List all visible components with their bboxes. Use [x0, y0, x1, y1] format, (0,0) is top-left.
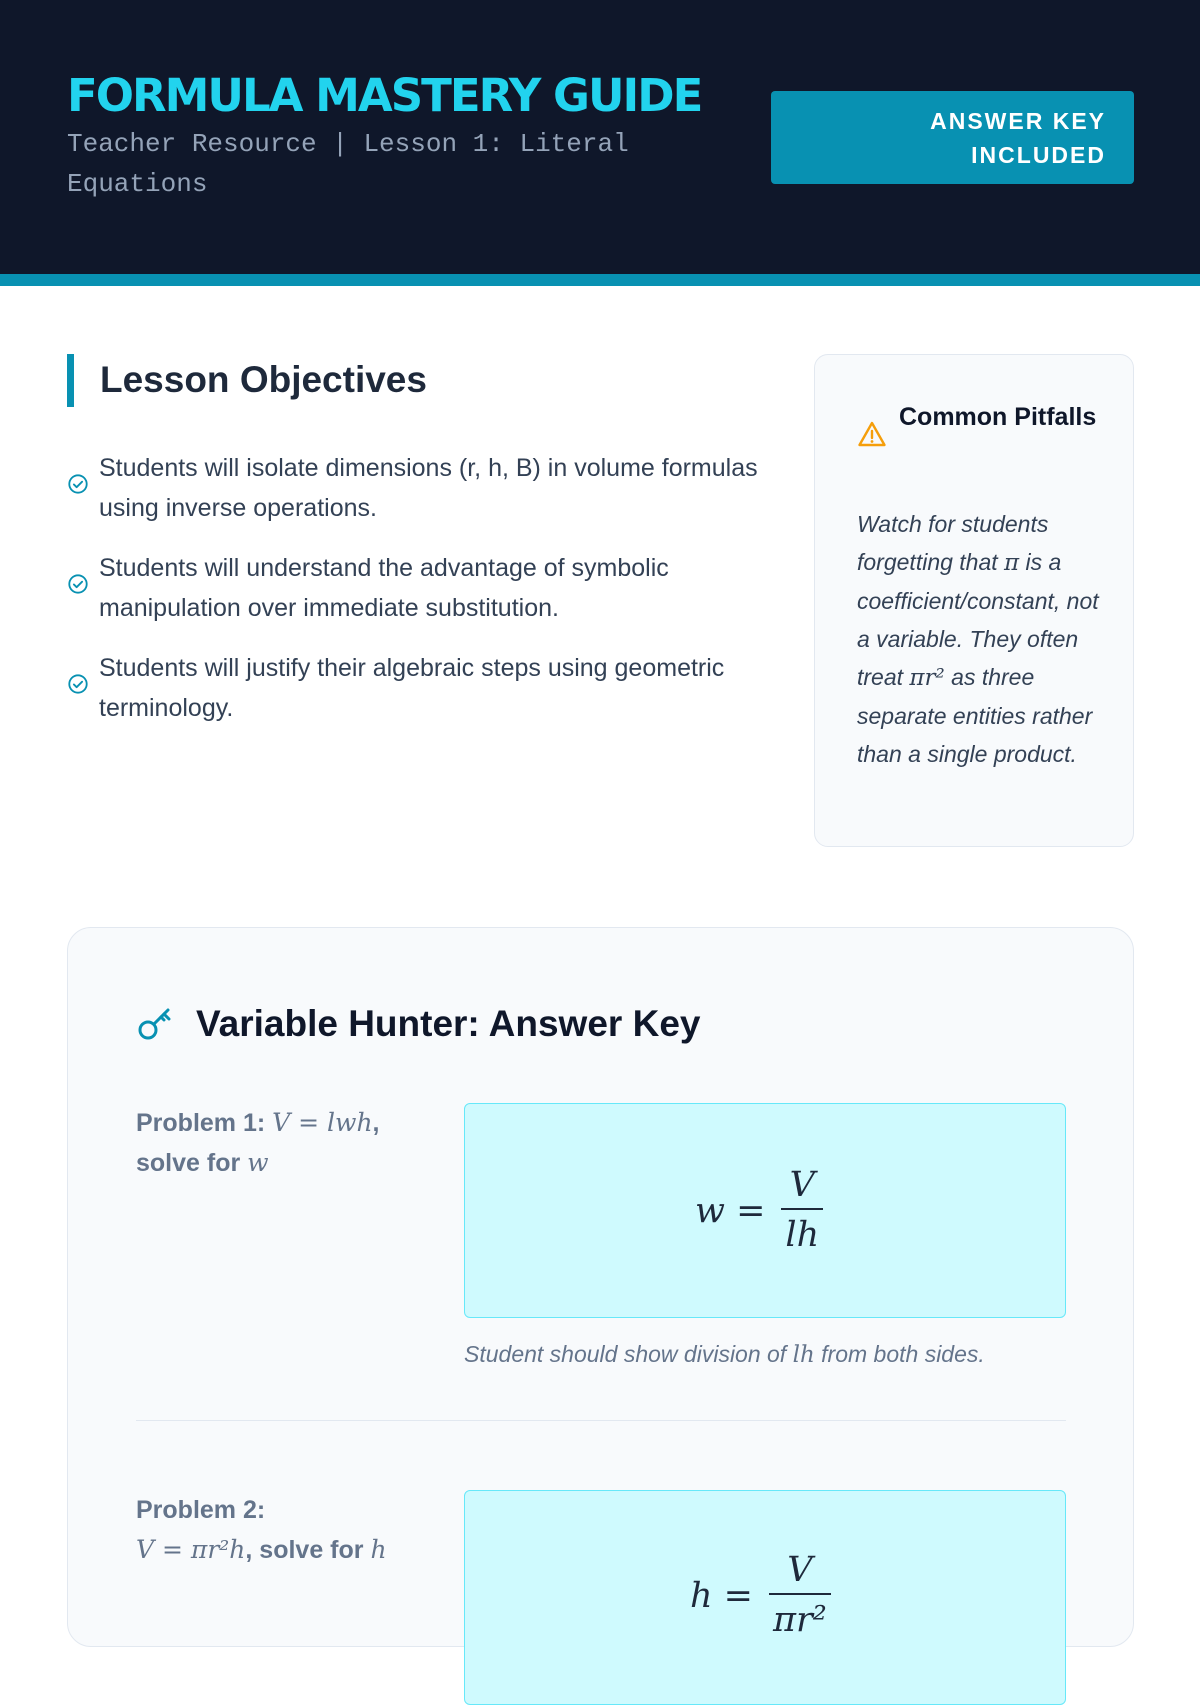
objective-text: Students will justify their algebraic steps using geometric terminology.: [99, 654, 725, 722]
answer-fraction: [769, 1547, 831, 1645]
header-accent-stripe: [0, 274, 1200, 286]
pi-r-squared: πr²: [909, 665, 945, 691]
fraction-numerator: V: [789, 1165, 815, 1205]
pitfalls-card: [814, 354, 1134, 847]
objectives-accent-bar: [67, 354, 74, 407]
fraction-numerator: V: [787, 1550, 813, 1590]
answer-note-variable: lh: [792, 1342, 815, 1368]
check-circle-icon: [67, 573, 89, 595]
objective-text: Students will understand the advantage of symbolic manipulation over immediate substitution.: [99, 554, 669, 622]
answer-box: [464, 1103, 1066, 1318]
problem-instruction: , solve for: [136, 1109, 380, 1177]
problem-instruction: , solve for: [245, 1536, 371, 1564]
check-circle-icon: [67, 473, 89, 495]
header-banner: [0, 0, 1200, 274]
problem-number: Problem 1:: [136, 1109, 266, 1137]
problem-number: Problem 2:: [136, 1496, 266, 1524]
problem-label: [136, 1490, 426, 1570]
problem-formula: V = lwh: [272, 1108, 373, 1137]
problem-target-variable: h: [370, 1535, 387, 1564]
page-subtitle: Teacher Resource | Lesson 1: Literal Equations: [67, 129, 629, 199]
warning-icon: [857, 420, 887, 448]
pitfalls-text-part: as three separate entities rather than a single product.: [857, 664, 1093, 767]
answer-note-text: Student should show division of: [464, 1341, 793, 1367]
answer-key-card: [67, 927, 1134, 1647]
objective-item: [67, 548, 767, 628]
pitfalls-text-part: is a coefficient/constant, not a variable. They often treat: [857, 549, 1099, 690]
pitfalls-text: [857, 505, 1107, 773]
answer-key-badge: ANSWER KEY INCLUDED: [771, 91, 1134, 184]
objectives-heading: Lesson Objectives: [100, 359, 427, 400]
problem-label: [136, 1103, 426, 1183]
answer-equation: [690, 1547, 831, 1645]
answer-key-heading: Variable Hunter: Answer Key: [196, 1003, 701, 1044]
fraction-denominator: lh: [785, 1215, 820, 1255]
answer-box: [464, 1490, 1066, 1705]
page-title: FORMULA MASTERY GUIDE: [67, 69, 702, 122]
answer-note-text: from both sides.: [814, 1341, 985, 1367]
objective-text: Students will isolate dimensions (r, h, B) in volume formulas using inverse operations.: [99, 454, 758, 522]
answer-equation: [695, 1162, 823, 1260]
answer-lhs: w =: [695, 1191, 766, 1231]
answer-note: [464, 1336, 985, 1373]
check-circle-icon: [67, 673, 89, 695]
problem-target-variable: w: [247, 1148, 269, 1177]
answer-fraction: [781, 1162, 823, 1260]
answer-lhs: h =: [690, 1576, 753, 1616]
pi-symbol: π: [1004, 550, 1020, 576]
problem-formula: V = πr²h: [136, 1535, 246, 1564]
pitfalls-text-part: Watch for students forgetting that: [857, 511, 1049, 575]
objectives-list: [67, 448, 767, 728]
objective-item: [67, 648, 767, 728]
key-icon: [136, 1004, 174, 1042]
objective-item: [67, 448, 767, 528]
problem-divider: [136, 1420, 1066, 1421]
fraction-denominator: πr²: [773, 1600, 827, 1640]
pitfalls-heading: Common Pitfalls: [899, 403, 1097, 431]
